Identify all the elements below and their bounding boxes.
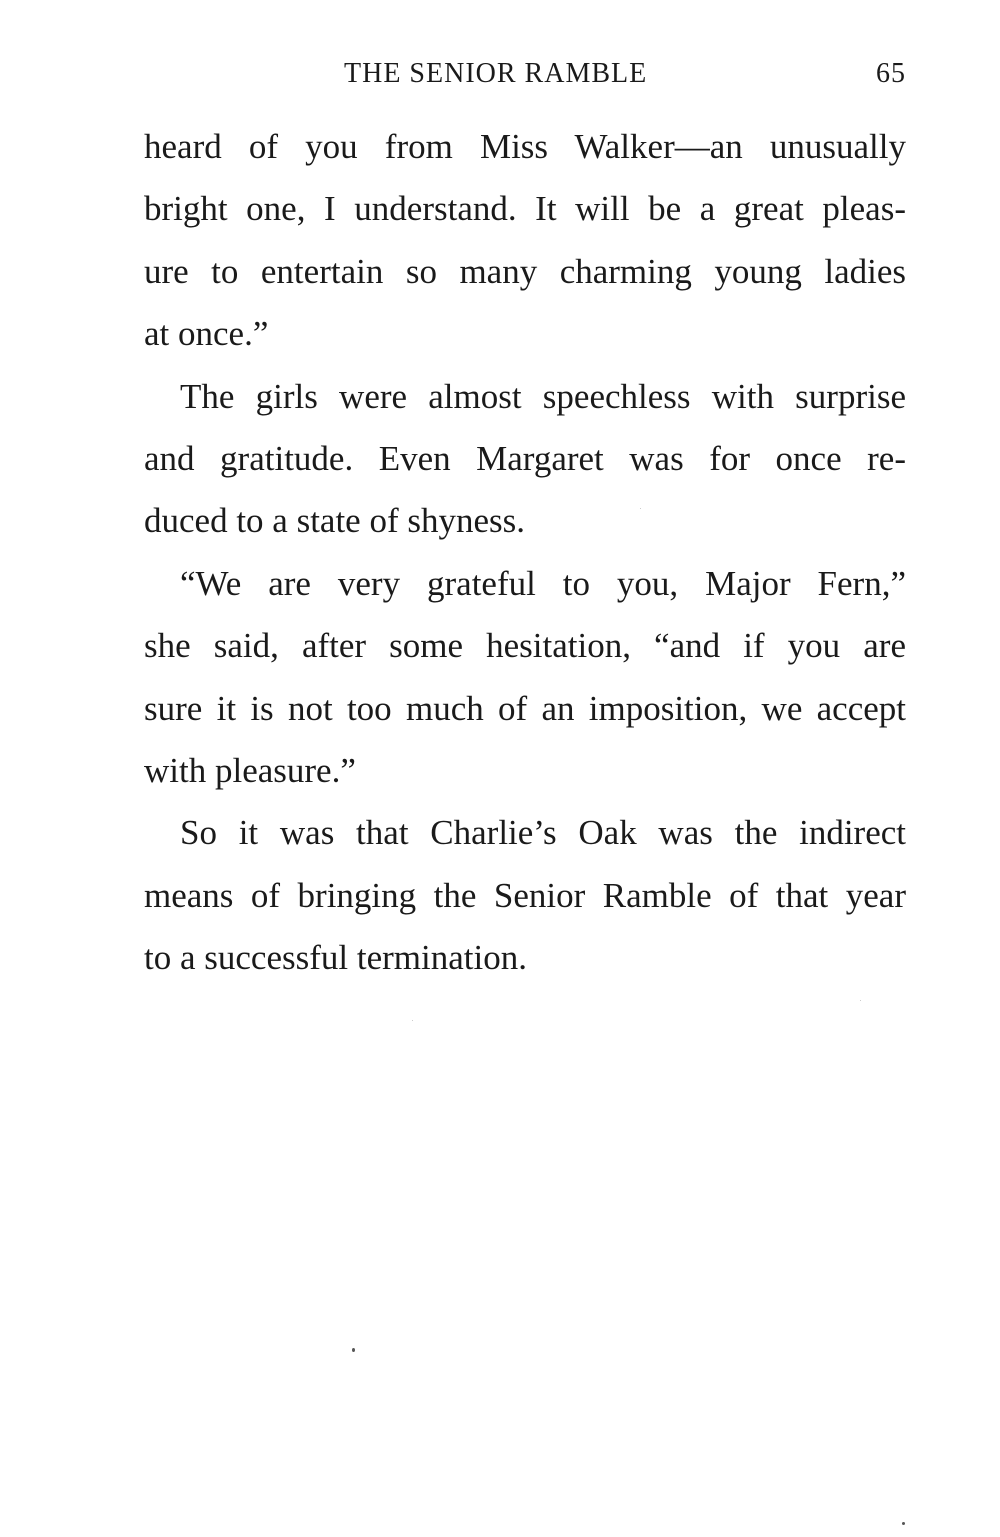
- text-line: and gratitude. Even Margaret was for once re-: [144, 439, 906, 479]
- text-line: So it was that Charlie’s Oak was the indirect: [180, 813, 906, 853]
- page-number: 65: [876, 58, 906, 89]
- text-line: she said, after some hesitation, “and if you are: [144, 626, 906, 666]
- running-title: THE SENIOR RAMBLE: [344, 58, 648, 89]
- text-line: to a successful termination.: [144, 938, 527, 978]
- scan-speck: [860, 1000, 861, 1001]
- text-line: heard of you from Miss Walker—an unusually: [144, 127, 906, 166]
- scan-speck: [902, 1522, 905, 1525]
- text-line: means of bringing the Senior Ramble of that year: [144, 875, 906, 915]
- text-line: bright one, I understand. It will be a great pleas-: [144, 189, 906, 229]
- running-head: [144, 58, 906, 98]
- text-line: The girls were almost speechless with surprise: [180, 376, 906, 416]
- scan-speck: [352, 1348, 355, 1352]
- text-line: duced to a state of shyness.: [144, 501, 526, 541]
- scan-speck: [640, 508, 641, 509]
- scan-speck: [412, 1020, 413, 1021]
- text-line: “We are very grateful to you, Major Fern,”: [180, 563, 906, 603]
- text-line: ure to entertain so many charming young ladies: [144, 251, 906, 291]
- text-line: at once.”: [144, 314, 269, 354]
- text-line: with pleasure.”: [144, 751, 356, 791]
- text-line: sure it is not too much of an imposition, we accept: [144, 688, 906, 728]
- body-text: [144, 116, 906, 990]
